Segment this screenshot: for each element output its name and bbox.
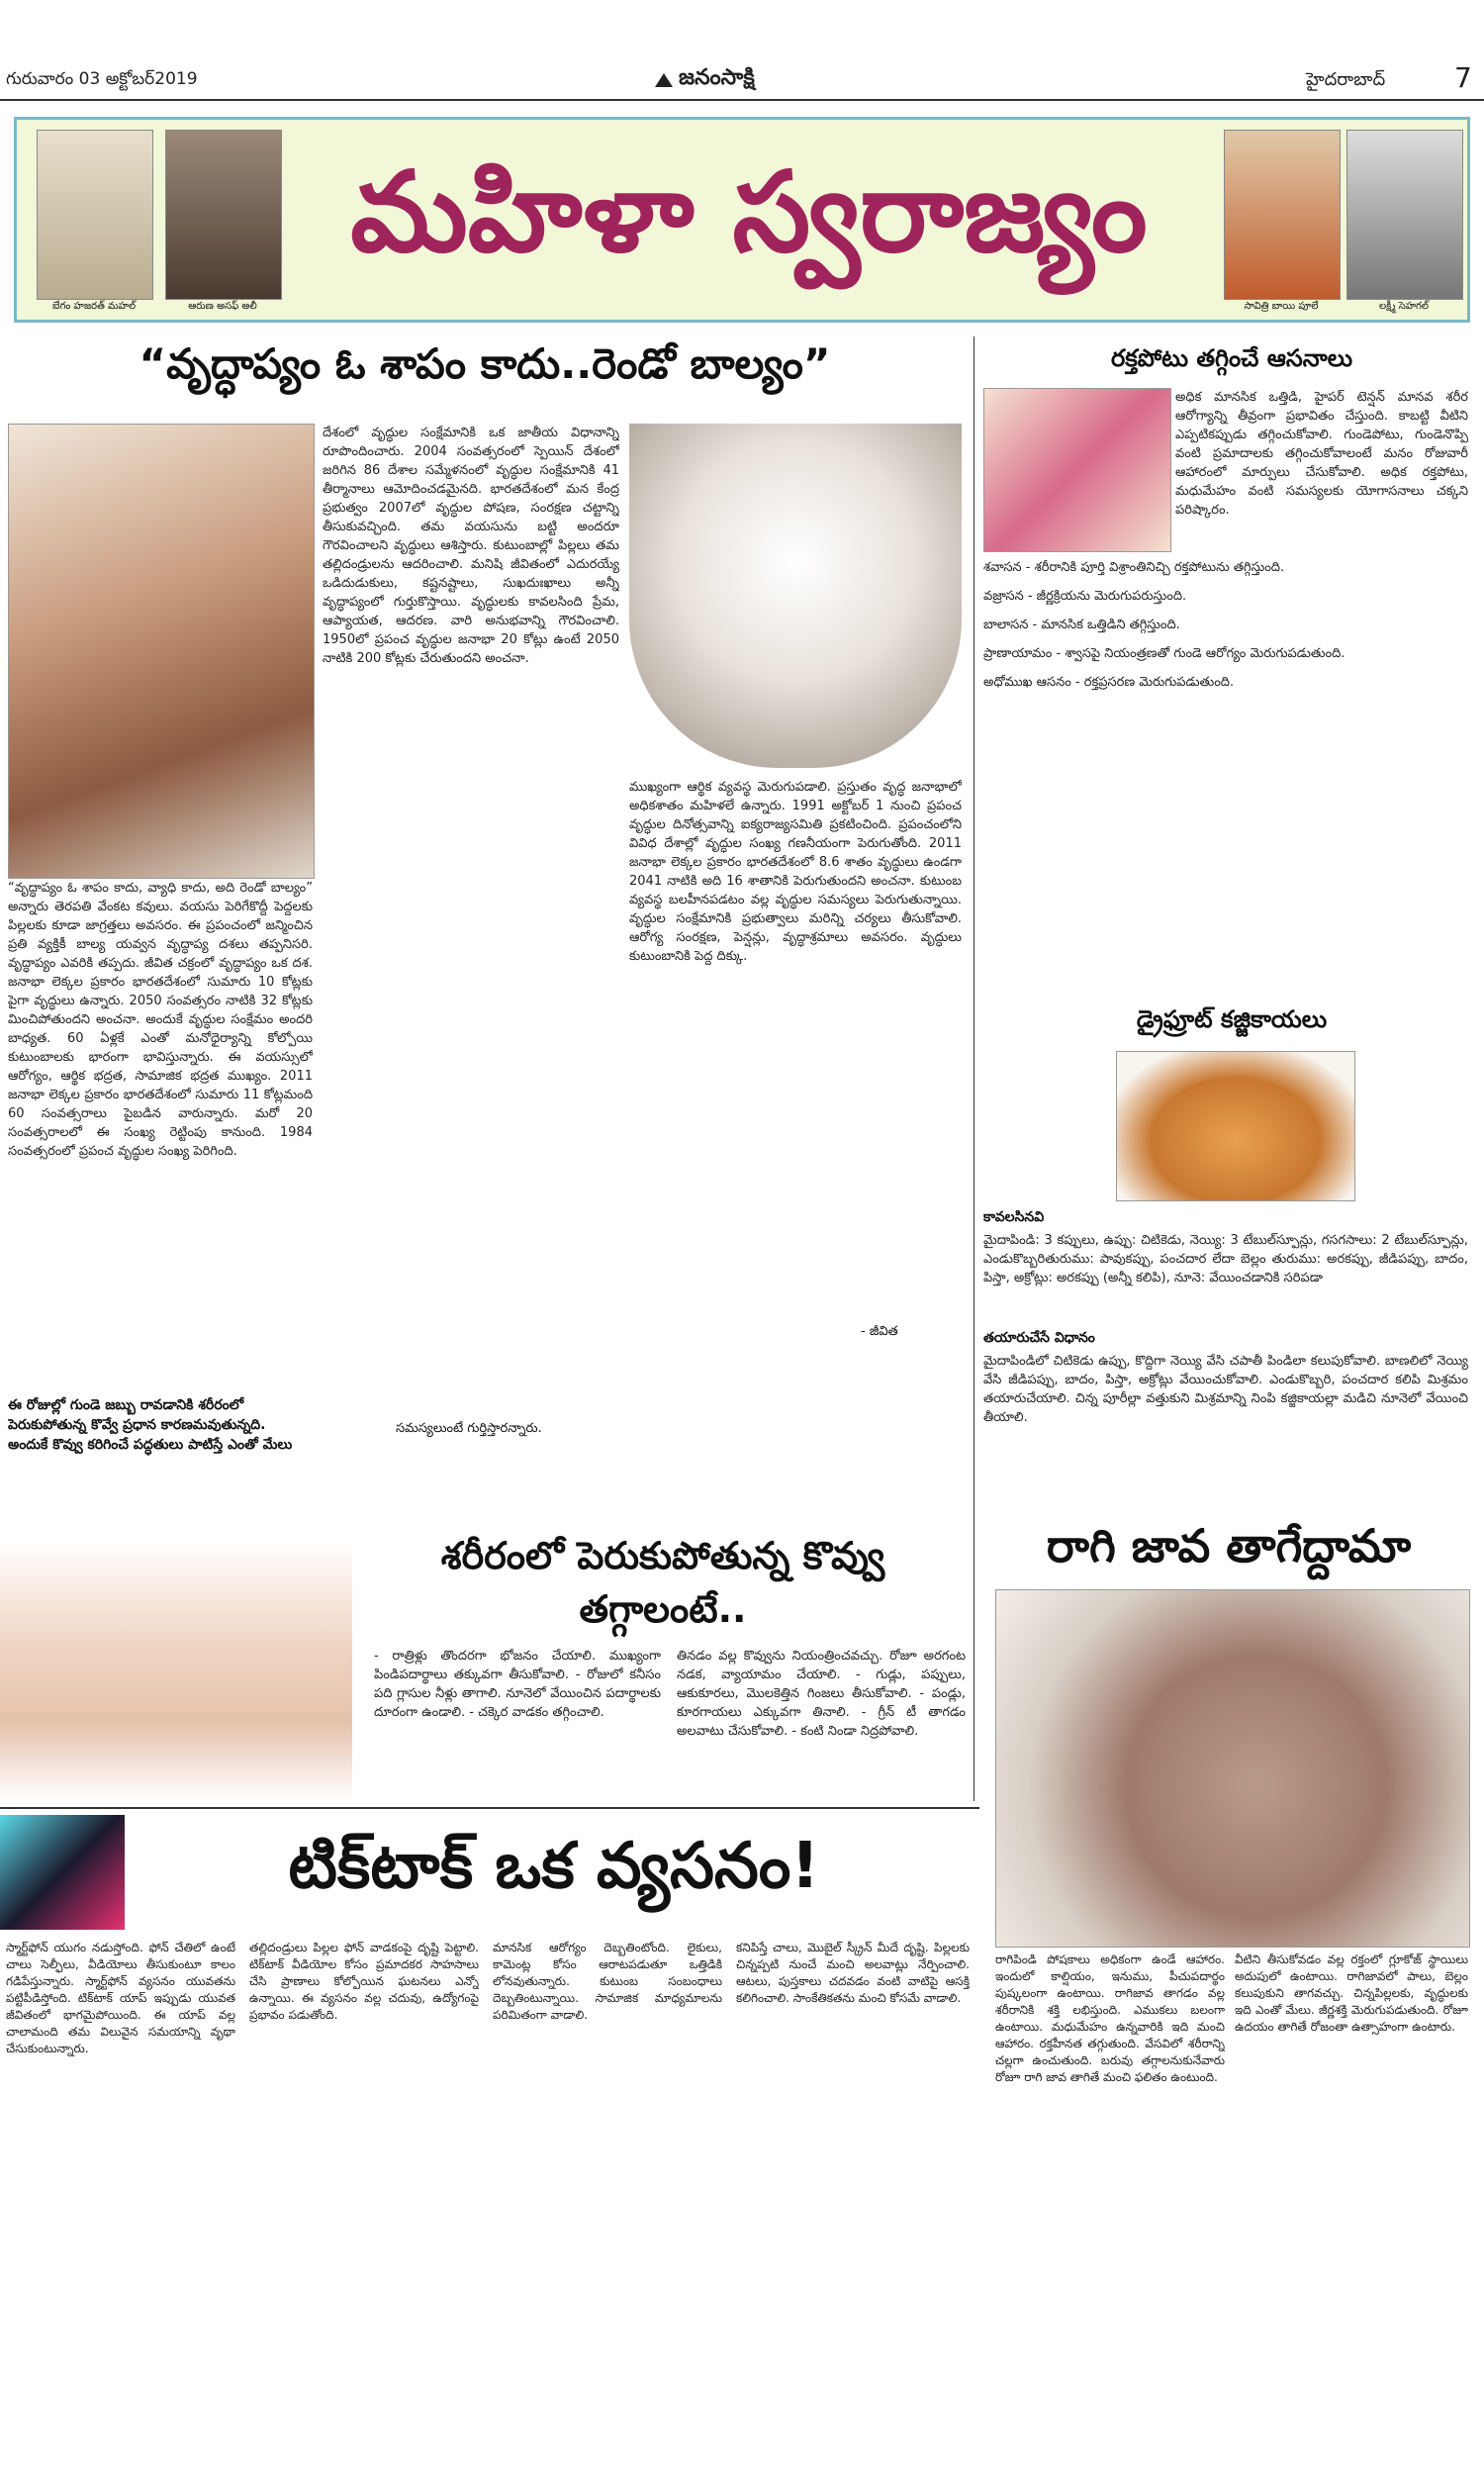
yoga-poses-photo — [983, 388, 1171, 552]
recipe2-title: రాగి జావ తాగేద్దామా — [1046, 1519, 1412, 1572]
yoga-item: బాలాసన - మానసిక ఒత్తిడిని తగ్గిస్తుంది. — [983, 618, 1180, 632]
yoga-title: రక్తపోటు తగ్గించే ఆసనాలు — [1110, 344, 1353, 372]
recipe2-text: రాగిపిండి పోషకాలు అధికంగా ఉండే ఆహారం. ఇందులో కాల్షియం, ఇనుము, పీచుపదార్థం పుష్కలంగా ఉంటాయి. రాగిజావ తాగడం వల్ల శరీరానికి శక్తి లభిస్తుంది. ఎముకలు బలంగా ఉంటాయి. మధుమేహం ఉన్నవారికి ఇది మంచి ఆహారం. రక్తహీనత తగ్గుతుంది. వేసవిలో శరీరాన్ని చల్లగా ఉంచుతుంది. బరువు తగ్గాలనుకునేవారు రోజూ రాగి జావ తాగితే మంచి ఫలితం ఉంటుంది. — [995, 1952, 1225, 2084]
tiktok-column-3: మానసిక ఆరోగ్యం దెబ్బతింటోంది. లైకులు, కామెంట్ల కోసం ఆరాటపడుతూ ఒత్తిడికి లోనవుతున్నారు. కుటుంబ సంబంధాలు దెబ్బతింటున్నాయి. సామాజిక మాధ్యమాలను పరిమితంగా వాడాలి. — [493, 1941, 722, 2022]
recipe1-method-head: తయారుచేసే విధానం — [983, 1330, 1095, 1346]
masthead-date: గురువారం 03 అక్టోబర్2019 — [6, 69, 198, 89]
yoga-intro: అధిక మానసిక ఒత్తిడి, హైపర్ టెన్షన్ మానవ శరీర ఆరోగ్యాన్ని తీవ్రంగా ప్రభావితం చేస్తుంది. కాబట్టి వీటిని ఎప్పటికప్పుడు తగ్గించుకోవాలి. గుండెపోటు, గుండెనొప్పి వంటి ప్రమాదాలకు తగ్గించుకోవాలంటే మనం రోజువారీ ఆహారంలో మార్పులు చేసుకోవాలి. అధిక రక్తపోటు, మధుమేహం వంటి సమస్యలకు యోగాసనాలు చక్కని పరిష్కారం. — [1175, 390, 1468, 518]
recipe1-ingredients: మైదాపిండి: 3 కప్పులు, ఉప్పు: చిటికెడు, నెయ్యి: 3 టేబుల్‌స్పూన్లు, గసగసాలు: 2 టేబుల్‌స్పూన్లు, ఎండుకొబ్బరితురుము: పావుకప్పు, పంచదార లేదా బెల్లం తురుము: అరకప్పు, జీడిపప్పు, బాదం, పిస్తా, అక్రోట్లు: అరకప్పు (అన్నీ కలిపి), నూనె: వేయించడానికి సరిపడా — [983, 1233, 1468, 1285]
portrait-lakshmi — [1346, 130, 1463, 300]
portrait-caption-2: ఆరుణ అసఫ్ అలీ — [188, 301, 257, 312]
portrait-aruna — [165, 130, 282, 300]
section-divider — [0, 1807, 979, 1809]
logo-icon — [653, 71, 675, 89]
masthead — [0, 0, 1484, 99]
paper-name: జనంసాక్షి — [679, 65, 755, 90]
masthead-divider — [0, 99, 1484, 101]
hands-photo — [629, 424, 962, 768]
banner — [14, 117, 1470, 323]
tiktok-column-4: కనిపిస్తే చాలు, మొబైల్ స్క్రీన్ మీదే దృష్టి. పిల్లలకు చిన్నప్పటి నుంచే మంచి అలవాట్లు నేర్పించాలి. ఆటలు, పుస్తకాలు చదవడం వంటి వాటిపై ఆసక్తి కలిగించాలి. సాంకేతికతను మంచి కోసమే వాడాలి. — [736, 1941, 970, 2005]
recipe1-title: డ్రైఫ్రూట్ కజ్జికాయలు — [1136, 1005, 1328, 1033]
recipe1-method: మైదాపిండిలో చిటికెడు ఉప్పు, కొద్దిగా నెయ్యి వేసి చపాతీ పిండిలా కలుపుకోవాలి. బాణలిలో నెయ్యి వేసి జీడిపప్పు, బాదం, పిస్తా, అక్రోట్లు వేయించుకోవాలి. ఎండుకొబ్బరి, పంచదార కలిపి మిశ్రమం తయారుచేయాలి. చిన్న పూరీల్లా వత్తుకుని మిశ్రమాన్ని నింపి కజ్జికాయల్లా మడిచి నూనెలో వేయించి తీయాలి. — [983, 1354, 1468, 1425]
yoga-item: ప్రాణాయామం - శ్వాసపై నియంత్రణతో గుండె ఆరోగ్యం మెరుగుపడుతుంది. — [983, 646, 1345, 661]
banner-title: మహిళా స్వరాజ్యం — [350, 147, 1148, 277]
yoga-item: శవాసన - శరీరానికి పూర్తి విశ్రాంతినిచ్చి రక్తపోటును తగ్గిస్తుంది. — [983, 560, 1285, 575]
kajjikaya-photo — [1116, 1051, 1355, 1201]
lead-tail-teaser: ఈ రోజుల్లో గుండె జబ్బు రావడానికి శరీరంలో పెరుకుపోతున్న కొవ్వే ప్రధాన కారణమవుతున్నది. అందుకే కొవ్వు కరిగించే పద్ధతులు పాటిస్తే ఎంతో మేలు — [8, 1397, 293, 1453]
lead-column-3: ముఖ్యంగా ఆర్థిక వ్యవస్థ మెరుగుపడాలి. ప్రస్తుతం వృద్ధ జనాభాలో అధికశాతం మహిళలే ఉన్నారు. 1991 అక్టోబర్ 1 నుంచి ప్రపంచ వృద్ధుల దినోత్సవాన్ని ఐక్యరాజ్యసమితి ప్రకటించింది. ప్రపంచంలోని వివిధ దేశాల్లో వృద్ధుల సంఖ్య గణనీయంగా పెరుగుతోంది. 2011 జనాభా లెక్కల ప్రకారం భారతదేశంలో 8.6 శాతం వృద్ధులు ఉండగా 2041 నాటికి అది 16 శాతానికి పెరుగుతుందని అంచనా. కుటుంబ వ్యవస్థ బలహీనపడటం వల్ల వృద్ధుల సమస్యలు పెరుగుతున్నాయి. వృద్ధుల సంక్షేమానికి ప్రభుత్వాలు మరిన్ని చర్యలు తీసుకోవాలి. ఆరోగ్య సంరక్షణ, పెన్షన్లు, వృద్ధాశ్రమాలు అవసరం. వృద్ధులు కుటుంబానికి పెద్ద దిక్కు. — [629, 780, 962, 964]
paper-logo — [653, 65, 755, 95]
tiktok-title: టిక్‌టాక్ ఒక వ్యసనం! — [288, 1830, 820, 1903]
portrait-caption-1: బేగం హజరత్ మహల్ — [51, 301, 137, 312]
page-number: 7 — [1454, 61, 1472, 94]
fat-column-1: - రాత్రిళ్లు తొందరగా భోజనం చేయాలి. ముఖ్యంగా పిండిపదార్థాలు తక్కువగా తీసుకోవాలి. - రోజులో కనీసం పది గ్లాసుల నీళ్లు తాగాలి. నూనెలో వేయించిన పదార్థాలకు దూరంగా ఉండాలి. - చక్కెర వాడకం తగ్గించాలి. — [374, 1649, 661, 1720]
portrait-caption-4: లక్ష్మీ సెహగల్ — [1379, 301, 1429, 312]
lead-column-2: దేశంలో వృద్ధుల సంక్షేమానికి ఒక జాతీయ విధానాన్ని రూపొందించారు. 2004 సంవత్సరంలో స్పెయిన్ దేశంలో జరిగిన 86 దేశాల సమ్మేళనంలో వృద్ధుల సంక్షేమానికి 41 తీర్మానాలు ఆమోదించడమైనది. భారతదేశంలో మన కేంద్ర ప్రభుత్వం 2007లో వృద్ధుల పోషణ, సంరక్షణ చట్టాన్ని తీసుకువచ్చింది. తమ వయసును బట్టి అందరూ గౌరవించాలని వృద్ధులు ఆశిస్తారు. కుటుంబాల్లో పిల్లలు తమ తల్లిదండ్రులను ఆదరించాలి. మనిషి జీవితంలో ఎదురయ్యే ఒడిదుడుకులు, కష్టనష్టాలు, సుఖదుఃఖాలు అన్నీ వృద్ధాప్యంలో గుర్తుకొస్తాయి. వృద్ధులకు కావలసింది ప్రేమ, ఆప్యాయత, ఆదరణ. వారి అనుభవాన్ని గౌరవించాలి. 1950లో ప్రపంచ వృద్ధుల జనాభా 20 కోట్లు ఉంటే 2050 నాటికి 200 కోట్లకు చేరుతుందని అంచనా. — [323, 426, 619, 666]
lead-column-1: “వృద్ధాప్యం ఓ శాపం కాదు, వ్యాధి కాదు, అది రెండో బాల్యం” అన్నారు తెరపతి వేంకట కవులు. వయసు పెరిగేకొద్దీ పెద్దలకు పిల్లలకు కూడా జాగ్రత్తలు అవసరం. ఈ ప్రపంచంలో జన్మించిన ప్రతి వ్యక్తికీ బాల్య యవ్వన వృద్ధాప్య దశలు తప్పనిసరి. వృద్ధాప్యం ఎవరికి తప్పదు. జీవిత చక్రంలో వృద్ధాప్యం ఒక దశ. జనాభా లెక్కల ప్రకారం భారతదేశంలో సుమారు 10 కోట్లకు పైగా వృద్ధులు ఉన్నారు. 2050 సంవత్సరం నాటికి 32 కోట్లకు మించిపోతుందని అంచనా. అందుకే వృద్ధుల సంక్షేమం అందరి బాధ్యత. 60 ఏళ్లకే ఎంతో మనోధైర్యాన్ని కోల్పోయి కుటుంబాలకు భారంగా భావిస్తున్నారు. ఈ వయస్సులో ఆరోగ్యం, ఆర్థిక భద్రత, సామాజిక భద్రత ముఖ్యం. 2011 జనాభా లెక్కల ప్రకారం భారతదేశంలో సుమారు 11 కోట్లమంది 60 సంవత్సరాలు పైబడిన వారున్నారు. మరో 20 సంవత్సరాలలో ఈ సంఖ్య రెట్టింపు కానుంది. 1984 సంవత్సరంలో ప్రపంచ వృద్ధుల సంఖ్య పెరిగింది. — [8, 881, 313, 1159]
portrait-caption-3: సావిత్రి బాయి పూలే — [1244, 301, 1319, 312]
recipe1-subhead: కావలసినవి — [983, 1209, 1045, 1225]
elderly-woman-photo — [8, 424, 315, 879]
yoga-item: వజ్రాసన - జీర్ణక్రియను మెరుగుపరుస్తుంది. — [983, 589, 1187, 604]
yoga-item: అధోముఖ ఆసనం - రక్తప్రసరణ మెరుగుపడుతుంది. — [983, 675, 1235, 690]
lead-headline: “వృద్ధాప్యం ఓ శాపం కాదు..రెండో బాల్యం” — [139, 339, 831, 388]
masthead-city: హైదరాబాద్ — [1306, 69, 1386, 90]
ragi-java-photo — [995, 1589, 1470, 1948]
tiktok-logo-photo — [0, 1815, 125, 1930]
waist-tape-photo — [0, 1540, 352, 1801]
portrait-begum — [37, 130, 153, 300]
fat-title-line2: తగ్గాలంటే.. — [579, 1587, 747, 1631]
lead-signoff: - జీవిత — [861, 1324, 898, 1339]
fat-title-line1: శరీరంలో పెరుకుపోతున్న కొవ్వు — [440, 1534, 885, 1577]
tiktok-column-2: తల్లిదండ్రులు పిల్లల ఫోన్ వాడకంపై దృష్టి పెట్టాలి. టిక్‌టాక్ వీడియోల కోసం ప్రమాదకర సాహసాలు చేసి ప్రాణాలు కోల్పోయిన ఘటనలు ఎన్నో ఉన్నాయి. ఈ వ్యసనం వల్ల చదువు, ఉద్యోగంపై ప్రభావం పడుతోంది. — [249, 1941, 479, 2022]
lead-byline: సమస్యలుంటే గుర్తిస్తారన్నారు. — [396, 1421, 542, 1436]
fat-column-2: తినడం వల్ల కొవ్వును నియంత్రించవచ్చు. రోజూ అరగంట నడక, వ్యాయామం చేయాలి. - గుడ్లు, పప్పులు, ఆకుకూరలు, మొలకెత్తిన గింజలు తీసుకోవాలి. - పండ్లు, కూరగాయలు ఎక్కువగా తినాలి. - గ్రీన్ టీ తాగడం అలవాటు చేసుకోవాలి. - కంటి నిండా నిద్రపోవాలి. — [677, 1649, 966, 1739]
tiktok-column-1: స్మార్ట్‌ఫోన్ యుగం నడుస్తోంది. ఫోన్ చేతిలో ఉంటే చాలు సెల్ఫీలు, వీడియోలు తీసుకుంటూ కాలం గడిపేస్తున్నారు. స్మార్ట్‌ఫోన్ వ్యసనం యువతను పట్టిపీడిస్తోంది. టిక్‌టాక్ యాప్ ఇప్పుడు యువత జీవితంలో భాగమైపోయింది. ఈ యాప్ వల్ల చాలామంది తమ విలువైన సమయాన్ని వృథా చేసుకుంటున్నారు. — [6, 1941, 235, 2055]
recipe2-text-2: వీటిని తీసుకోవడం వల్ల రక్తంలో గ్లూకోజ్ స్థాయిలు అదుపులో ఉంటాయి. రాగిజావలో పాలు, బెల్లం కలుపుకుని తాగవచ్చు. చిన్నపిల్లలకు, వృద్ధులకు ఇది ఎంతో మేలు. జీర్ణశక్తి మెరుగుపడుతుంది. రోజూ ఉదయం తాగితే రోజంతా ఉత్సాహంగా ఉంటారు. — [1235, 1952, 1468, 2034]
yoga-list — [983, 558, 1468, 954]
portrait-savitribai — [1224, 130, 1341, 300]
